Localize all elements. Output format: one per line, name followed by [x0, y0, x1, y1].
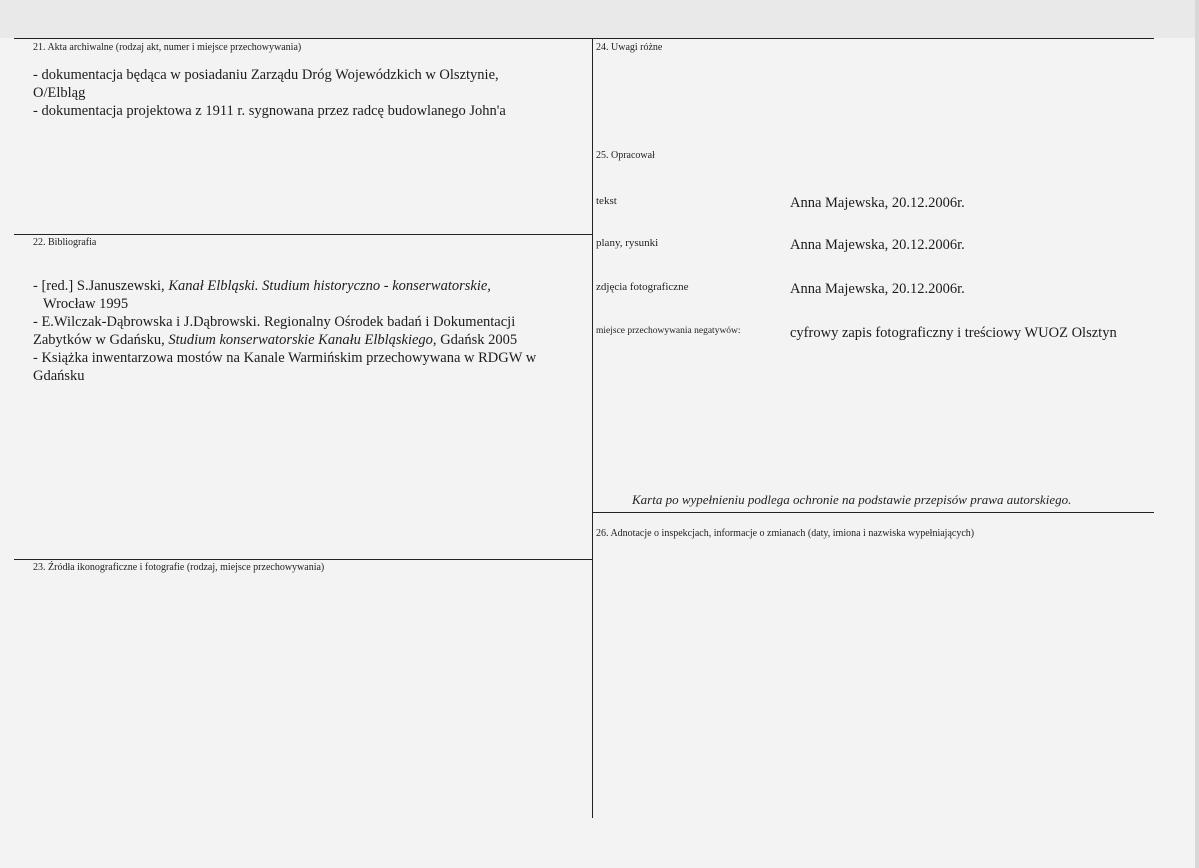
- bibliography-entry-1-title: Kanał Elbląski. Studium historyczno - konserwatorskie,: [168, 278, 491, 294]
- section-23-label: 23. Źródła ikonograficzne i fotografie (rodzaj, miejsce przechowywania): [33, 562, 325, 573]
- copyright-note: Karta po wypełnieniu podlega ochronie na podstawie przepisów prawa autorskiego.: [632, 492, 1072, 507]
- section-21-content: [33, 66, 506, 120]
- scan-top-margin: [0, 0, 1199, 38]
- bibliography-entry-1-author: - [red.] S.Januszewski,: [33, 278, 169, 294]
- field-value-negatives: cyfrowy zapis fotograficzny i treściowy WUOZ Olsztyn: [790, 325, 1117, 341]
- section-26-label: 26. Adnotacje o inspekcjach, informacje o zmianach (daty, imiona i nazwiska wypełniających): [596, 528, 975, 539]
- archive-line-2: O/Elbląg: [33, 85, 86, 101]
- field-label-drawings: plany, rysunki: [596, 237, 659, 249]
- bibliography-entry-1: [33, 277, 536, 295]
- bibliography-entry-2-institution: Zabytków w Gdańsku,: [33, 332, 169, 348]
- section-22-label: 22. Bibliografia: [33, 237, 97, 248]
- bibliography-entry-2-place: Gdańsk 2005: [436, 332, 518, 348]
- scan-right-edge: [1195, 0, 1199, 868]
- section-24-label: 24. Uwagi różne: [596, 42, 663, 53]
- top-border: [14, 38, 1154, 39]
- section-25-label: 25. Opracował: [596, 150, 655, 161]
- bibliography-entry-2-line-1: - E.Wilczak-Dąbrowska i J.Dąbrowski. Regionalny Ośrodek badań i Dokumentacji: [33, 314, 516, 330]
- bibliography-entry-3-line-1: - Książka inwentarzowa mostów na Kanale Warmińskim przechowywana w RDGW w: [33, 350, 537, 366]
- bibliography-entry-1-place: Wrocław 1995: [43, 296, 129, 312]
- field-label-photos: zdjęcia fotograficzne: [596, 281, 689, 293]
- section-22-content: [33, 277, 536, 385]
- archive-line-3: - dokumentacja projektowa z 1911 r. sygnowana przez radcę budowlanego John'a: [33, 103, 506, 119]
- field-label-negatives: miejsce przechowywania negatywów:: [596, 326, 741, 336]
- field-value-text: Anna Majewska, 20.12.2006r.: [790, 195, 965, 211]
- field-value-photos: Anna Majewska, 20.12.2006r.: [790, 281, 965, 297]
- divider-25-26: [592, 512, 1154, 513]
- field-value-drawings: Anna Majewska, 20.12.2006r.: [790, 237, 965, 253]
- center-divider: [592, 38, 593, 818]
- bibliography-entry-3-line-2: Gdańsku: [33, 368, 85, 384]
- bibliography-entry-2-title: Studium konserwatorskie Kanału Elbląskiego,: [168, 332, 437, 348]
- bibliography-entry-2-line-2: [33, 331, 536, 349]
- archive-line-1: - dokumentacja będąca w posiadaniu Zarządu Dróg Wojewódzkich w Olsztynie,: [33, 67, 499, 83]
- divider-22-23: [14, 559, 592, 560]
- section-21-label: 21. Akta archiwalne (rodzaj akt, numer i miejsce przechowywania): [33, 42, 302, 53]
- field-label-text: tekst: [596, 195, 617, 207]
- divider-21-22: [14, 234, 592, 235]
